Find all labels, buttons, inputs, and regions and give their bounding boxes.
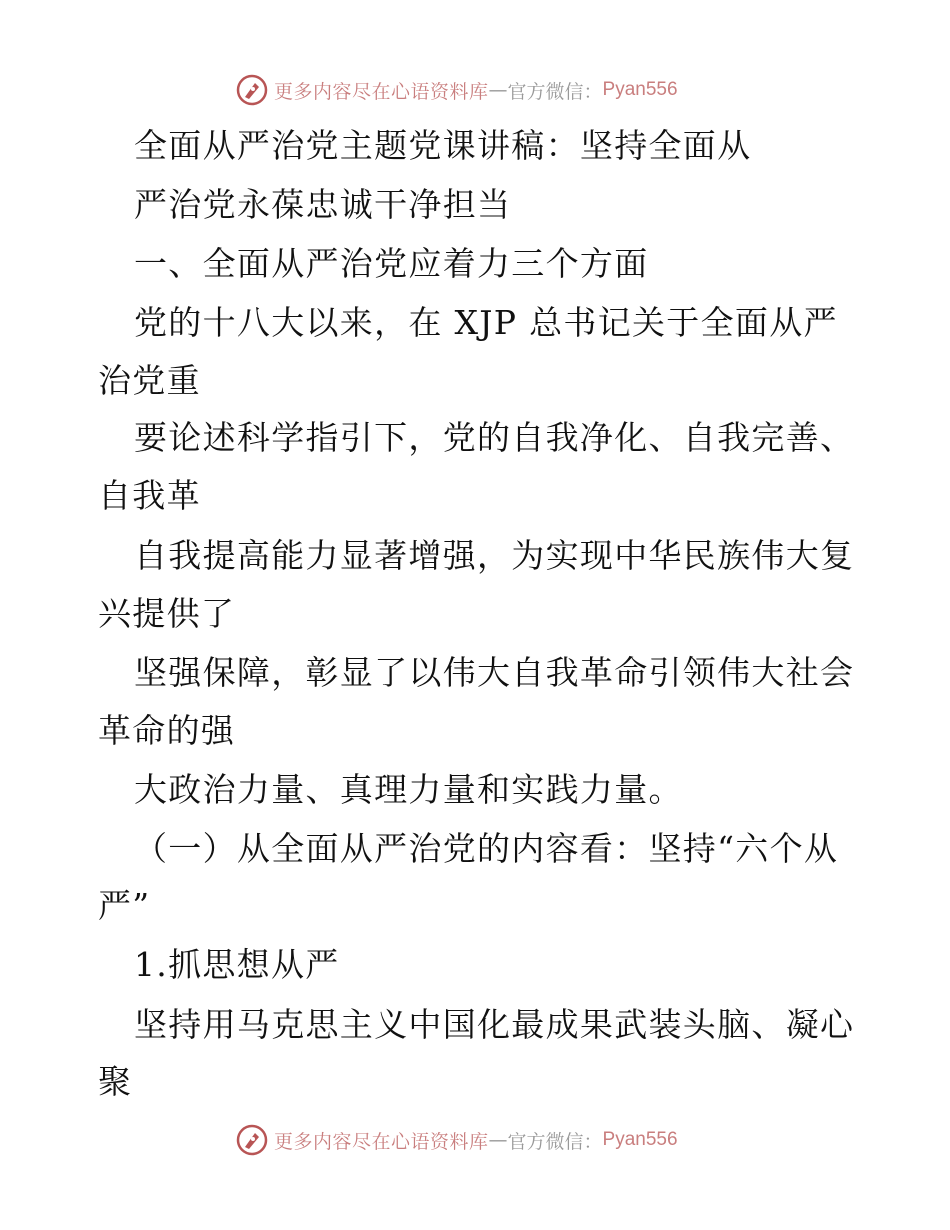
section-heading: 一、全面从严治党应着力三个方面 bbox=[134, 244, 649, 283]
paragraph-line: 治党重 bbox=[98, 361, 201, 400]
watermark-text: 更多内容尽在心语资料库 bbox=[274, 80, 489, 103]
paragraph-line: 要论述科学指引下，党的自我净化、自我完善、 bbox=[134, 418, 854, 457]
document-title-line-2: 严治党永葆忠诚干净担当 bbox=[134, 185, 512, 224]
paragraph-line: 党的十八大以来，在 XJP 总书记关于全面从严 bbox=[134, 303, 838, 342]
paragraph-line: 大政治力量、真理力量和实践力量。 bbox=[134, 770, 683, 809]
paragraph-line: 坚持用马克思主义中国化最成果武装头脑、凝心 bbox=[134, 1005, 854, 1044]
footer-watermark bbox=[236, 1122, 756, 1158]
watermark-separator: — bbox=[488, 79, 508, 101]
watermark-text: 更多内容尽在心语资料库 bbox=[274, 1130, 489, 1153]
watermark-contact-label: 官方微信： bbox=[507, 80, 603, 103]
list-item-heading: 1.抓思想从严 bbox=[134, 945, 340, 984]
paragraph-line: 聚 bbox=[98, 1062, 133, 1101]
paragraph-line: 自我革 bbox=[98, 476, 201, 515]
paragraph-line: 兴提供了 bbox=[98, 594, 236, 633]
watermark-separator: — bbox=[488, 1129, 508, 1151]
paragraph-line: 严” bbox=[98, 886, 151, 925]
pen-nib-logo-icon bbox=[236, 1124, 268, 1156]
watermark-contact-id: Pyan556 bbox=[602, 1129, 678, 1150]
paragraph-line: 革命的强 bbox=[98, 711, 236, 750]
subsection-heading: （一）从全面从严治党的内容看：坚持“六个从 bbox=[134, 829, 839, 868]
paragraph-line: 坚强保障，彰显了以伟大自我革命引领伟大社会 bbox=[134, 653, 854, 692]
document-title-line-1: 全面从严治党主题党课讲稿：坚持全面从 bbox=[134, 126, 752, 165]
watermark-contact-label: 官方微信： bbox=[507, 1130, 603, 1153]
paragraph-line: 自我提高能力显著增强，为实现中华民族伟大复 bbox=[134, 536, 854, 575]
watermark-contact-id: Pyan556 bbox=[602, 79, 678, 100]
